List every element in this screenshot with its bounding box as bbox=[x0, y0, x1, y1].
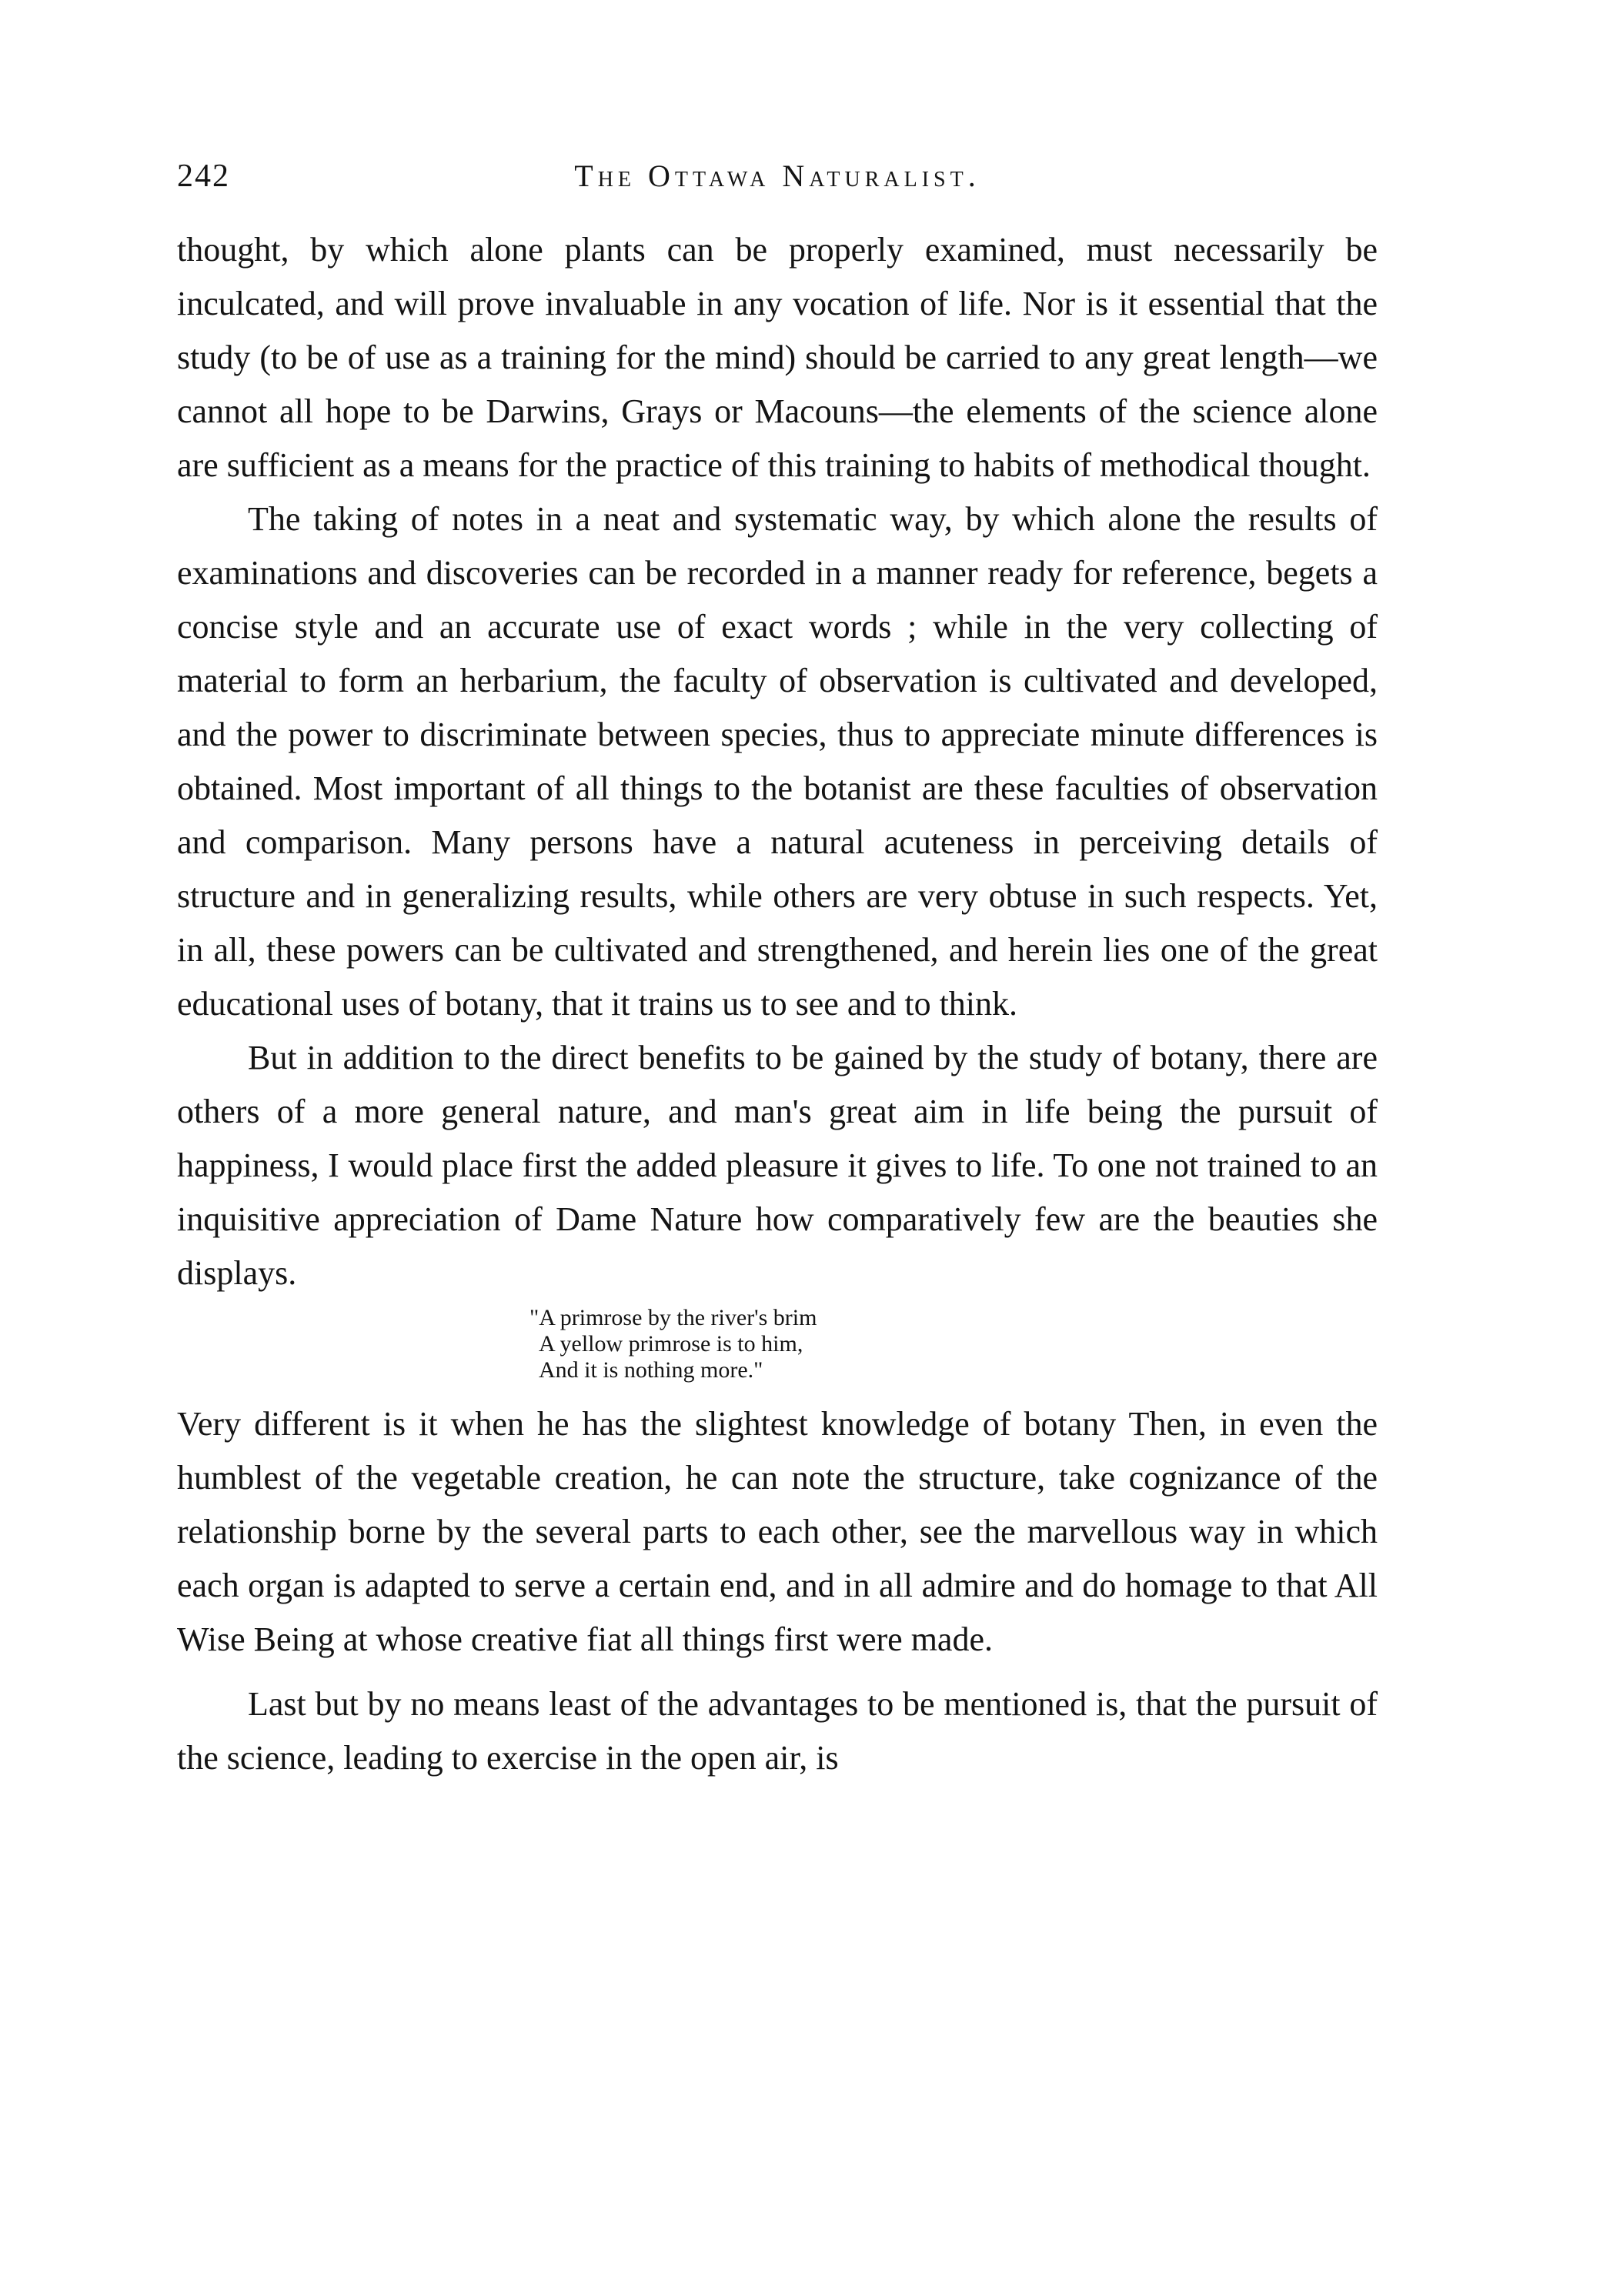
paragraph-knowledge: Very different is it when he has the slightest knowledge of botany Then, in even the humblest of the vegetable creation, he can note the structure, take cognizance of the relationship borne by the several parts to each other, see the marvellous way in which each organ is adapted to serve a certain end, and in all admire and do homage to that All Wise Being at whose creative fiat all things first were made. bbox=[177, 1405, 1378, 1658]
page-header bbox=[177, 158, 1378, 204]
quote-line: A yellow primrose is to him, bbox=[539, 1331, 803, 1357]
paragraph-continuation: thought, by which alone plants can be properly examined, must necessarily be inculcated, and will prove invaluable in any vocation of life. Nor is it essential that the study (to be of use as a training for the mind) should be carried to any great length—we cannot all hope to be Darwins, Grays or Macouns—the elements of the science alone are sufficient as a means for the practice of this training to habits of methodical thought. bbox=[177, 231, 1378, 484]
running-head: The Ottawa Naturalist. bbox=[574, 159, 980, 193]
quote-line: And it is nothing more." bbox=[539, 1357, 763, 1383]
poem-quote bbox=[177, 1305, 1378, 1383]
page-number: 242 bbox=[177, 159, 230, 194]
paragraph-pleasure: But in addition to the direct benefits to be gained by the study of botany, there are others of a more general nature, and man's great aim in life being the pursuit of happiness, I would place first the added pleasure it gives to life. To one not trained to an inquisitive appreciation of Dame Nature how comparatively few are the beauties she displays. bbox=[177, 1039, 1378, 1292]
body-text bbox=[177, 223, 1378, 1785]
paragraph-notes: The taking of notes in a neat and systematic way, by which alone the results of examinations and discoveries can be recorded in a manner ready for reference, begets a concise style and an accurate use of exact words ; while in the very collecting of material to form an herbarium, the faculty of observation is cultivated and developed, and the power to discriminate between species, thus to appreciate minute differences is obtained. Most important of all things to the botanist are these faculties of observation and comparison. Many persons have a natural acuteness in perceiving details of structure and in generalizing results, while others are very obtuse in such respects. Yet, in all, these powers can be cultivated and strengthened, and herein lies one of the great educational uses of botany, that it trains us to see and to think. bbox=[177, 500, 1378, 1023]
quote-line: "A primrose by the river's brim bbox=[529, 1305, 817, 1330]
paragraph-advantages: Last but by no means least of the advantages to be mentioned is, that the pursuit of the science, leading to exercise in the open air, is bbox=[177, 1685, 1378, 1777]
